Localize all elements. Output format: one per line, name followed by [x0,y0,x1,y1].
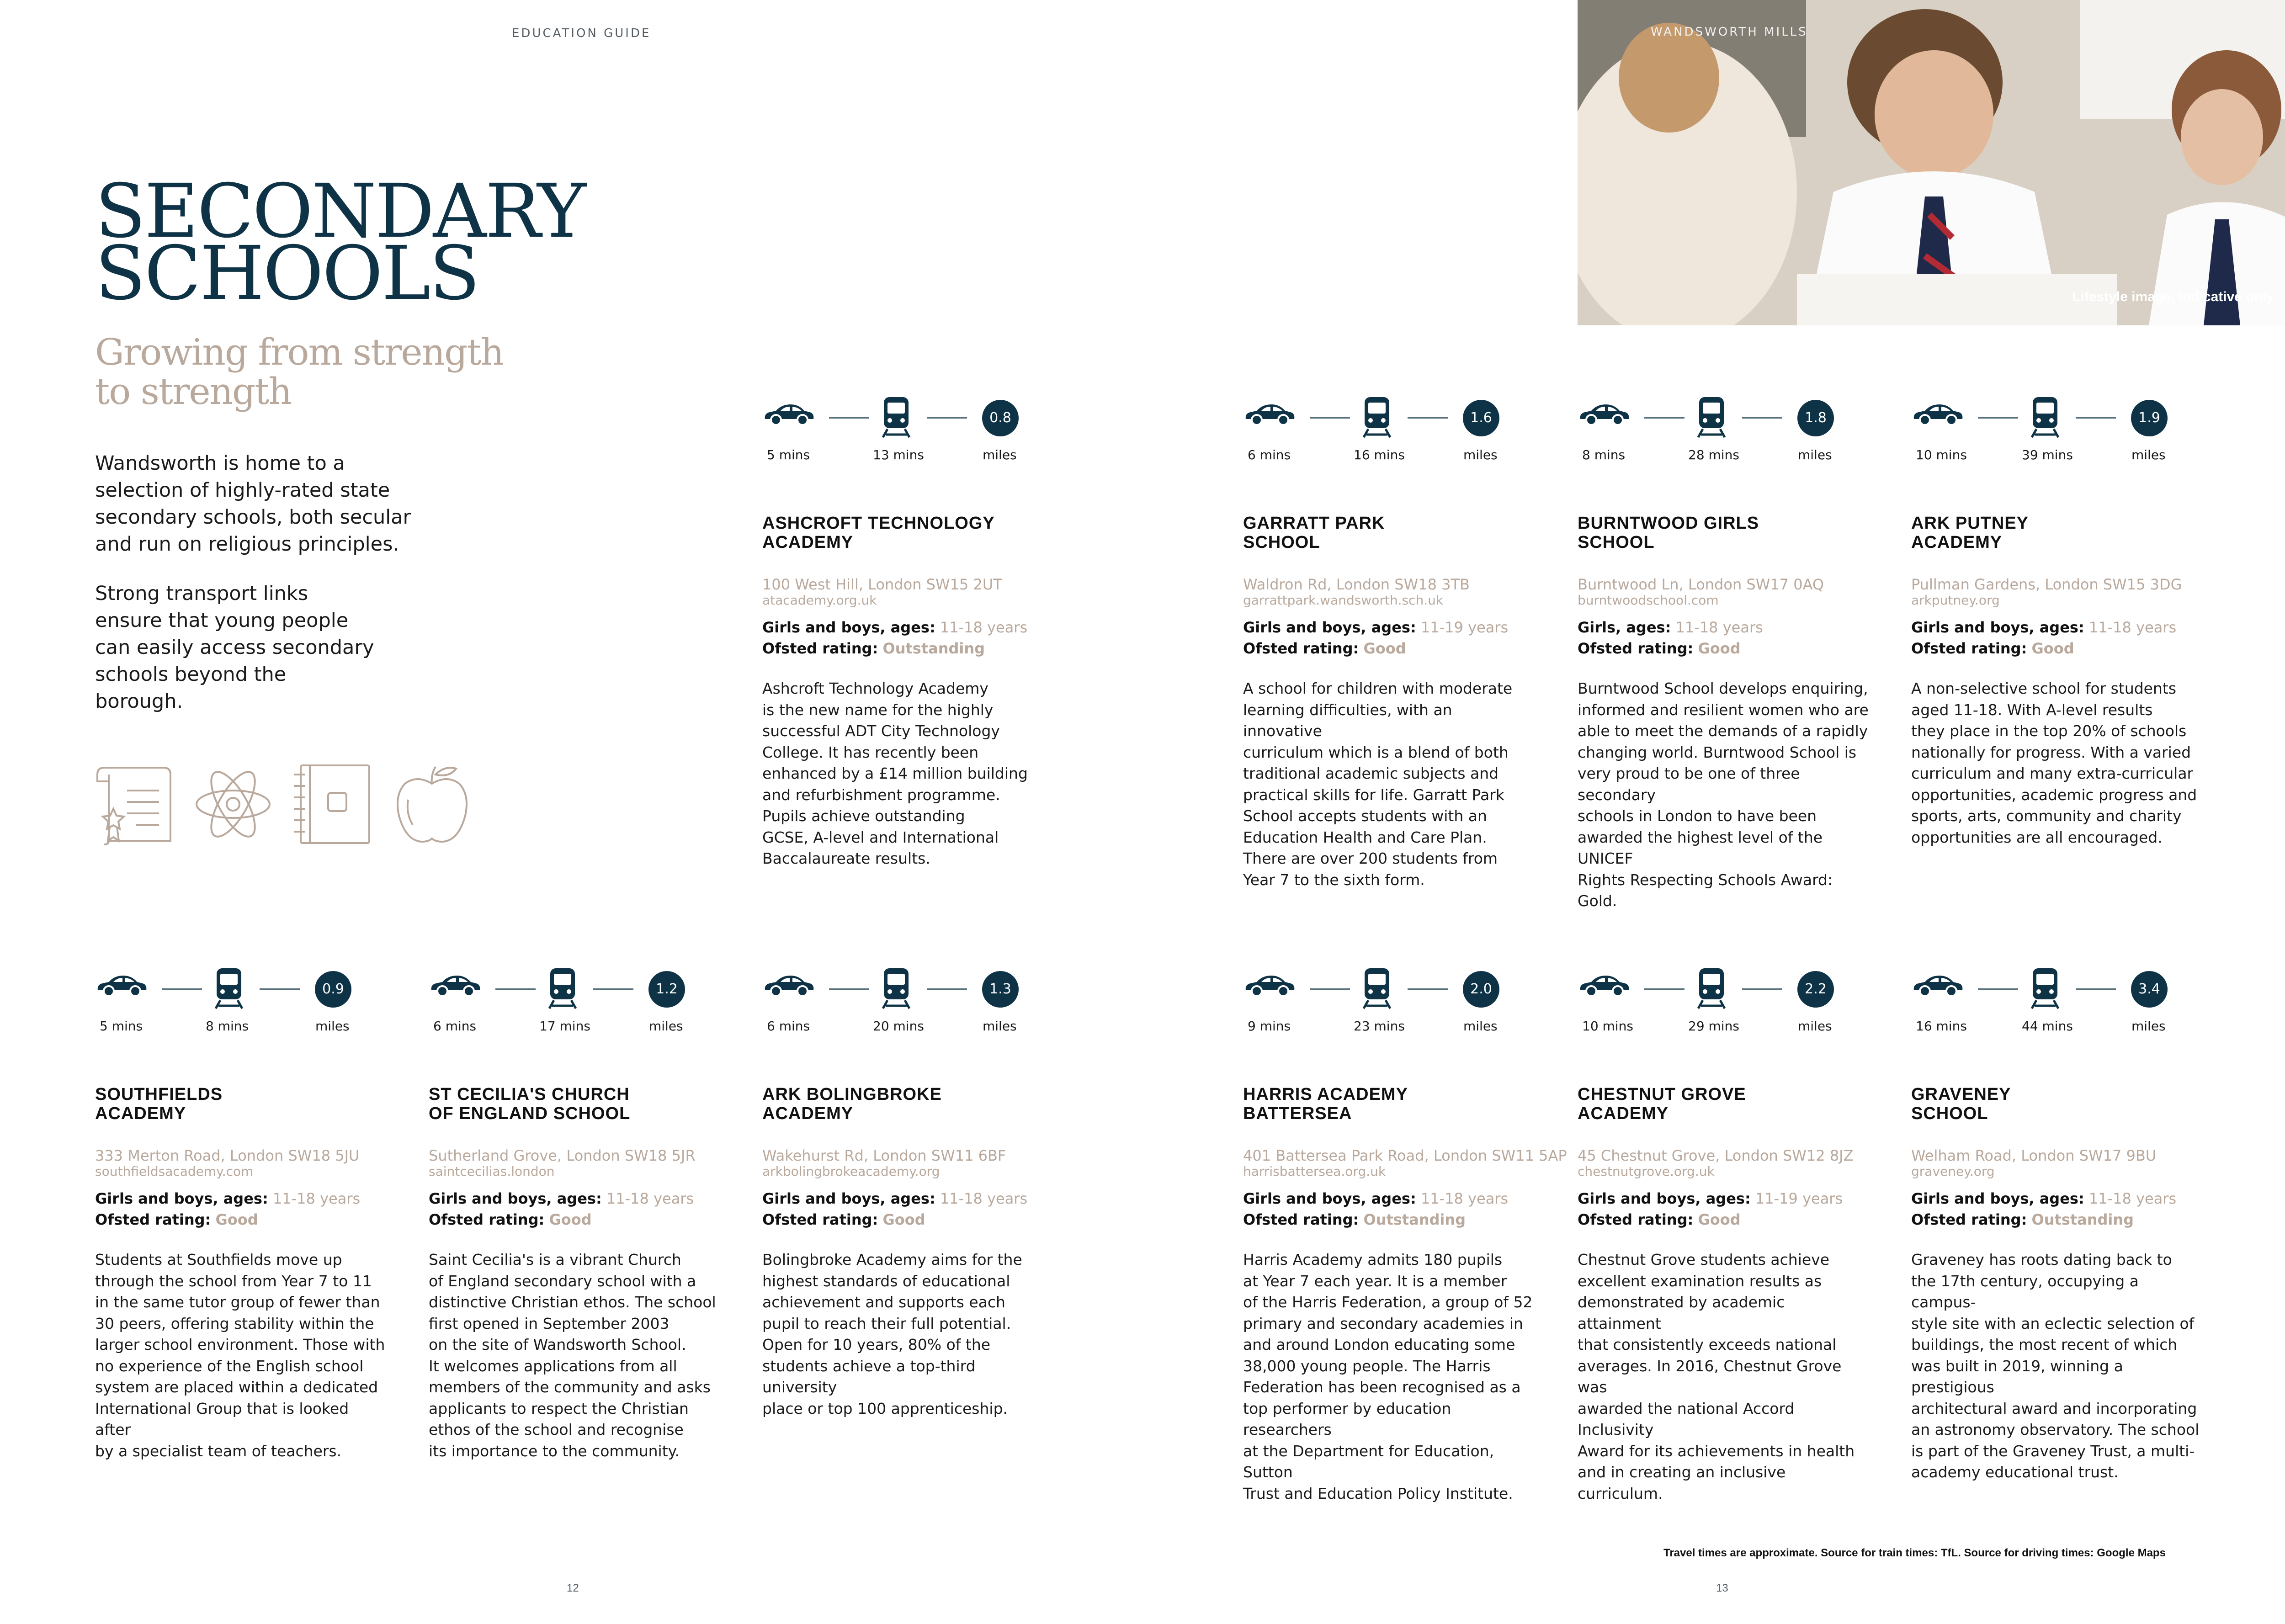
intro-paragraph-1: Wandsworth is home to a selection of highly-rated state secondary schools, both secular and run on religious principles. [95,452,411,556]
ofsted-rating: Ofsted rating: Outstanding [762,640,985,657]
drive-time: 9 mins [1248,1019,1291,1034]
drive-time: 6 mins [1248,447,1291,462]
travel-labels [1911,1019,2195,1037]
distance-badge: 0.8 [982,400,1019,436]
school-name: ST CECILIA'S CHURCH OF ENGLAND SCHOOL [429,1085,631,1123]
connector-line [1310,417,1350,419]
school-website[interactable]: arkputney.org [1911,593,2000,608]
school-name: HARRIS ACADEMY BATTERSEA [1243,1085,1408,1123]
travel-labels [1578,1019,1861,1037]
school-ages: Girls, ages: 11-18 years [1578,619,1763,636]
school-address: 401 Battersea Park Road, London SW11 5AP [1243,1147,1567,1164]
school-ages: Girls and boys, ages: 11-18 years [762,619,1028,636]
distance-badge: 1.2 [648,971,685,1008]
ofsted-rating: Ofsted rating: Outstanding [1911,1211,2134,1228]
travel-info [762,966,1018,1017]
school-address: 100 West Hill, London SW15 2UT [762,576,1002,593]
car-icon [762,971,815,998]
connector-line [593,988,633,990]
drive-time: 10 mins [1582,1019,1633,1034]
lifestyle-photo [1578,0,2285,325]
school-name: ARK BOLINGBROKE ACADEMY [762,1085,942,1123]
train-time: 16 mins [1354,447,1405,462]
ofsted-rating: Ofsted rating: Good [1243,640,1406,657]
school-website[interactable]: burntwoodschool.com [1578,593,1719,608]
school-name: SOUTHFIELDS ACADEMY [95,1085,223,1123]
drive-time: 8 mins [1582,447,1626,462]
miles-label: miles [649,1019,683,1034]
connector-line [829,417,869,419]
drive-time: 6 mins [767,1019,810,1034]
travel-labels [429,1019,712,1037]
school-website[interactable]: garrattpark.wandsworth.sch.uk [1243,593,1444,608]
train-icon [1362,395,1392,439]
school-description: A school for children with moderate learning difficulties, with an innovative curriculum which is a blend of both traditional academic subjects and practical skills for life. Garratt Park School accepts students with an Education Health and Care Plan. There are over 200 students from Year 7 to the sixth form. [1243,679,1513,889]
ofsted-rating: Ofsted rating: Good [762,1211,925,1228]
travel-labels [1911,447,2195,466]
school-address: Burntwood Ln, London SW17 0AQ [1578,576,1824,593]
notebook-icon [292,763,372,845]
intro-paragraph-2: Strong transport links ensure that young people can easily access secondary schools beyond the borough. [95,582,374,713]
miles-label: miles [1463,447,1498,462]
school-card-4 [1911,395,2204,848]
school-description: Saint Cecilia's is a vibrant Church of England secondary school with a distinctive Christian ethos. The school first opened in September 2003 on the site of Wandsworth School. It welcomes applications from all members of the community and asks applicants to respect the Christian ethos of the school and recognise its importance to the community. [429,1251,716,1460]
photo-caption: Lifestyle image, indicative only [2072,289,2274,304]
school-description: Ashcroft Technology Academy is the new name for the highly successful ADT City Technology College. It has recently been enhanced by a £14 million building and refurbishment programme. Pupils achieve outstanding GCSE, A-level and International Baccalaureate results. [762,679,1028,867]
travel-info [429,966,685,1017]
miles-label: miles [1463,1019,1498,1034]
miles-label: miles [2131,1019,2166,1034]
connector-line [1408,417,1448,419]
travel-labels [95,1019,378,1037]
school-description: Graveney has roots dating back to the 17th century, occupying a campus- style site with an eclectic selection of buildings, the most recent of which was built in 2019, winning a prestigious architectural award and incorporating an astronomy observatory. The school is part of the Graveney Trust, a multi- academy educational trust. [1911,1251,2200,1481]
travel-info [1911,966,2167,1017]
school-address: Waldron Rd, London SW18 3TB [1243,576,1470,593]
travel-labels [1243,447,1526,466]
school-address: 333 Merton Road, London SW18 5JU [95,1147,360,1164]
school-card-2 [1243,395,1536,891]
drive-time: 5 mins [100,1019,143,1034]
connector-line [1310,988,1350,990]
school-website[interactable]: saintcecilias.london [429,1164,555,1179]
school-name: GARRATT PARK SCHOOL [1243,514,1385,552]
connector-line [495,988,536,990]
travel-info [1578,395,1833,446]
page-number-left: 12 [567,1582,579,1594]
connector-line [829,988,869,990]
ofsted-rating: Ofsted rating: Good [429,1211,592,1228]
train-icon [2030,966,2060,1010]
car-icon [762,400,815,427]
title-line-1: SECONDARY [95,169,585,255]
school-ages: Girls and boys, ages: 11-18 years [429,1190,694,1207]
connector-line [1978,417,2018,419]
train-time: 20 mins [873,1019,924,1034]
school-website[interactable]: atacademy.org.uk [762,593,877,608]
atom-icon [193,763,273,845]
ofsted-rating: Ofsted rating: Good [1578,640,1741,657]
travel-labels [762,447,1046,466]
connector-line [1978,988,2018,990]
header-right-label: WANDSWORTH MILLS [1651,25,1808,39]
distance-badge: 0.9 [315,971,351,1008]
connector-line [260,988,300,990]
travel-labels [762,1019,1046,1037]
school-card-5 [95,966,388,1462]
travel-info [1578,966,1833,1017]
train-time: 23 mins [1354,1019,1405,1034]
school-name: BURNTWOOD GIRLS SCHOOL [1578,514,1759,552]
travel-labels [1243,1019,1526,1037]
school-website[interactable]: chestnutgrove.org.uk [1578,1164,1715,1179]
subtitle-line-1: Growing from strength [95,331,504,373]
drive-time: 16 mins [1916,1019,1967,1034]
school-website[interactable]: arkbolingbrokeacademy.org [762,1164,940,1179]
school-ages: Girls and boys, ages: 11-18 years [95,1190,361,1207]
train-time: 13 mins [873,447,924,462]
school-description: Harris Academy admits 180 pupils at Year 7 each year. It is a member of the Harris Federation, a group of 52 primary and secondary academies in and around London educating some 38,000 young people. The Harris Federation has been recognised as a top performer by education researchers at the Department for Education, Sutton Trust and Education Policy Institute. [1243,1251,1533,1502]
school-name: GRAVENEY SCHOOL [1911,1085,2011,1123]
school-name: ASHCROFT TECHNOLOGY ACADEMY [762,514,995,552]
school-website[interactable]: southfieldsacademy.com [95,1164,254,1179]
page-subtitle [95,333,503,411]
distance-badge: 2.2 [1797,971,1834,1008]
footnote: Travel times are approximate. Source for train times: TfL. Source for driving times: Google Maps [1663,1547,2166,1559]
school-ages: Girls and boys, ages: 11-18 years [762,1190,1028,1207]
car-icon [1578,400,1631,427]
subject-icons [95,763,474,845]
connector-line [162,988,202,990]
ofsted-rating: Ofsted rating: Outstanding [1243,1211,1466,1228]
school-website[interactable]: harrisbattersea.org.uk [1243,1164,1386,1179]
title-line-2: SCHOOLS [95,231,479,317]
connector-line [1408,988,1448,990]
miles-label: miles [2131,447,2166,462]
school-card-6 [429,966,721,1462]
train-time: 17 mins [539,1019,590,1034]
miles-label: miles [983,1019,1017,1034]
certificate-scroll-icon [95,763,173,845]
train-icon [881,395,911,439]
travel-info [1243,966,1499,1017]
train-icon [1696,395,1727,439]
ofsted-rating: Ofsted rating: Good [95,1211,258,1228]
train-time: 28 mins [1688,447,1739,462]
school-description: Students at Southfields move up through the school from Year 7 to 11 in the same tutor group of fewer than 30 peers, offering stability within the larger school environment. Those with no experience of the English school system are placed within a dedicated International Group that is looked after by a specialist team of teachers. [95,1251,385,1460]
car-icon [1911,971,1964,998]
school-description: Chestnut Grove students achieve excellent examination results as demonstrated by academic attainment that consistently exceeds national averages. In 2016, Chestnut Grove was awarded the national Accord Inclusivity Award for its achievements in health and in creating an inclusive curriculum. [1578,1251,1855,1502]
miles-label: miles [1798,1019,1832,1034]
train-icon [881,966,911,1010]
page-title [95,169,585,317]
school-card-1 [762,395,1055,870]
train-icon [1696,966,1727,1010]
school-address: Pullman Gardens, London SW15 3DG [1911,576,2182,593]
school-address: Welham Road, London SW17 9BU [1911,1147,2157,1164]
ofsted-rating: Ofsted rating: Good [1578,1211,1741,1228]
subtitle-line-2: to strength [95,370,291,413]
page-number-right: 13 [1716,1582,1728,1594]
school-ages: Girls and boys, ages: 11-19 years [1578,1190,1843,1207]
car-icon [1911,400,1964,427]
train-icon [547,966,578,1010]
distance-badge: 1.3 [982,971,1019,1008]
car-icon [95,971,148,998]
train-icon [2030,395,2060,439]
school-ages: Girls and boys, ages: 11-18 years [1911,619,2177,636]
train-time: 29 mins [1688,1019,1739,1034]
distance-badge: 2.0 [1463,971,1499,1008]
school-address: Sutherland Grove, London SW18 5JR [429,1147,696,1164]
travel-labels [1578,447,1861,466]
school-ages: Girls and boys, ages: 11-18 years [1243,1190,1509,1207]
connector-line [1644,417,1685,419]
school-address: 45 Chestnut Grove, London SW12 8JZ [1578,1147,1854,1164]
school-card-7 [762,966,1055,1419]
header-left-label: EDUCATION GUIDE [512,27,651,40]
school-description: Burntwood School develops enquiring, informed and resilient women who are able to meet the demands of a rapidly changing world. Burntwood School is very proud to be one of three secondary schools in London to have been awarded the highest level of the UNICEF Rights Respecting Schools Award: Gold. [1578,679,1869,910]
school-card-3 [1578,395,1870,912]
travel-info [762,395,1018,446]
school-ages: Girls and boys, ages: 11-19 years [1243,619,1509,636]
train-icon [1362,966,1392,1010]
school-ages: Girls and boys, ages: 11-18 years [1911,1190,2177,1207]
car-icon [1243,400,1296,427]
distance-badge: 1.8 [1797,400,1834,436]
travel-info [1911,395,2167,446]
miles-label: miles [315,1019,350,1034]
car-icon [429,971,482,998]
connector-line [927,988,967,990]
school-name: CHESTNUT GROVE ACADEMY [1578,1085,1746,1123]
drive-time: 10 mins [1916,447,1967,462]
drive-time: 5 mins [767,447,810,462]
school-card-8 [1243,966,1567,1504]
school-website[interactable]: graveney.org [1911,1164,1995,1179]
distance-badge: 1.6 [1463,400,1499,436]
drive-time: 6 mins [433,1019,477,1034]
travel-info [1243,395,1499,446]
distance-badge: 3.4 [2131,971,2168,1008]
distance-badge: 1.9 [2131,400,2168,436]
school-address: Wakehurst Rd, London SW11 6BF [762,1147,1006,1164]
connector-line [2076,417,2116,419]
ofsted-rating: Ofsted rating: Good [1911,640,2074,657]
connector-line [2076,988,2116,990]
train-time: 8 mins [206,1019,249,1034]
apple-icon [392,763,472,845]
car-icon [1578,971,1631,998]
train-icon [214,966,244,1010]
connector-line [927,417,967,419]
miles-label: miles [983,447,1017,462]
school-name: ARK PUTNEY ACADEMY [1911,514,2029,552]
connector-line [1742,417,1782,419]
school-description: A non-selective school for students aged 11-18. With A-level results they place in the top 20% of schools nationally for progress. With a varied curriculum and many extra-curricular opportunities, academic progress and sports, arts, community and charity opportunities are all encouraged. [1911,679,2197,846]
school-card-10 [1911,966,2204,1483]
travel-info [95,966,351,1017]
school-description: Bolingbroke Academy aims for the highest standards of educational achievement and supports each pupil to reach their full potential. Open for 10 years, 80% of the students achieve a top-third university place or top 100 apprenticeship. [762,1251,1022,1417]
train-time: 44 mins [2022,1019,2073,1034]
miles-label: miles [1798,447,1832,462]
school-card-9 [1578,966,1870,1504]
connector-line [1644,988,1685,990]
connector-line [1742,988,1782,990]
train-time: 39 mins [2022,447,2073,462]
car-icon [1243,971,1296,998]
